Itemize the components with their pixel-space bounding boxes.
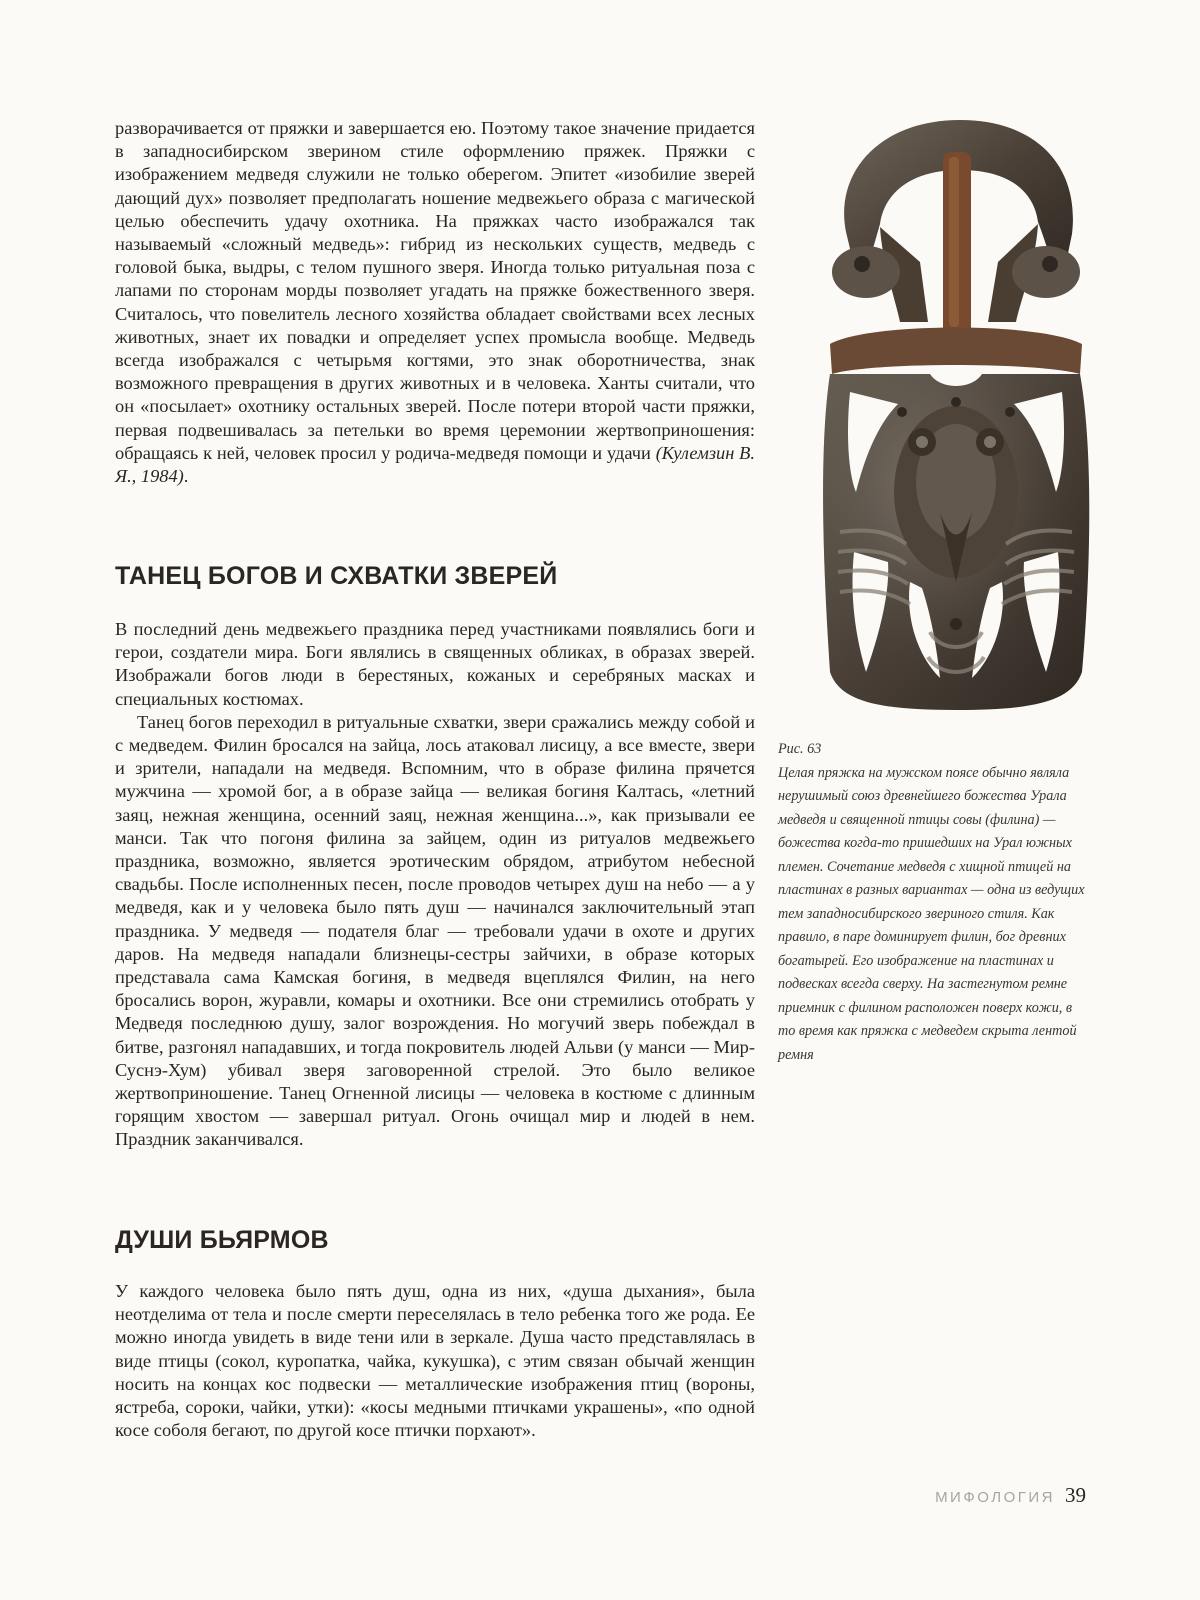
- figure-number: Рис. 63: [778, 741, 822, 757]
- buckle-photo: [810, 112, 1100, 714]
- section-souls-body: [115, 1280, 755, 1442]
- section-dance-body: [115, 618, 755, 1152]
- citation: (Кулемзин В. Я., 1984): [115, 442, 755, 487]
- section-dance-paragraph-2: Танец богов переходил в ритуальные схватки, звери сражались между собой и с медведем. Филин бросался на зайца, лось атаковал лисицу, а все вместе, звери и зрители, нападали на медведя. Вспомним, что в образе филина прячется мужчина — хромой бог, а в образе зайца — великая богиня Калтась, «летний заяц, нежная женщина, осенний заяц, нежная женщина...», как призывали ее манси. Так что погоня филина за зайцем, один из ритуалов медвежьего праздника, возможно, является эротическим обрядом, атрибутом небесной свадьбы. После исполненных песен, после проводов четырех душ на небо — а у медведя, как и у человека было пять душ — начинался заключительный этап праздника. У медведя — подателя благ — требовали удачи в охоте и других даров. На медведя нападали близнецы-сестры зайчихи, в образе которых представала сама Камская богиня, в медведя вцеплялся Филин, на него бросались ворон, журавли, комары и охотники. Все они стремились отобрать у Медведя последнюю душу, залог возрождения. Но могучий зверь побеждал в битве, разгонял нападавших, и тогда покровитель людей Альви (у манси — Мир-Суснэ-Хум) убивал зверя заговоренной стрелой. Это было великое жертвоприношение. Танец Огненной лисицы — человека в костюме с длинным горящим хвостом — завершал ритуал. Огонь очищал мир и людей в нем. Праздник заканчивался.: [115, 711, 755, 1150]
- intro-paragraph: разворачивается от пряжки и завершается ею. Поэтому такое значение придается в западносибирском зверином стиле оформлению пряжек. Пряжки с изображением медведя служили не только оберегом. Эпитет «изобилие зверей дающий дух» позволяет предполагать ношение медвежьего образа с магической целью обеспечить удачу охотника. На пряжках часто изображался так называемый «сложный медведь»: гибрид из нескольких существ, медведь с головой быка, выдры, с телом пушного зверя. Иногда только ритуальная поза с лапами по сторонам морды позволяет угадать на пряжке божественного зверя. Считалось, что повелитель лесного хозяйства обладает свойствами всех лесных животных, знает их повадки и определяет успех промысла вообще. Медведь всегда изображался с четырьмя когтями, это знак оборотничества, знак возможного превращения в других животных и в человека. Ханты считали, что он «посылает» охотнику остальных зверей. После потери второй части пряжки, первая подвешивалась за петельки во время церемонии жертвоприношения: обращаясь к ней, человек просил у родича-медведя помощи и удачи (Кулемзин В. Я., 1984).: [115, 118, 755, 487]
- page-number: 39: [1065, 1483, 1086, 1507]
- page-footer: [935, 1483, 1086, 1508]
- figure-caption-text: Целая пряжка на мужском поясе обычно являла нерушимый союз древнейшего божества Урала медведя и священной птицы совы (филина) — божества когда-то пришедших на Урал южных племен. Сочетание медведя с хищной птицей на пластинах в разных вариантах — одна из ведущих тем западносибирского звериного стиля. Как правило, в паре доминирует филин, бог древних богатырей. Его изображение на пластинах и подвесках всегда сверху. На застегнутом ремне приемник с филином расположен поверх кожи, в то время как пряжка с медведем скрыта лентой ремня: [778, 764, 1085, 1063]
- section-heading-dance: ТАНЕЦ БОГОВ И СХВАТКИ ЗВЕРЕЙ: [115, 562, 558, 590]
- section-dance-paragraph-1: В последний день медвежьего праздника перед участниками появлялись боги и герои, создатели мира. Боги являлись в священных обликах, в образах зверей. Изображали богов люди в берестяных, кожаных и серебряных масках и специальных костюмах.: [115, 619, 755, 709]
- section-souls-paragraph-1: У каждого человека было пять душ, одна из них, «душа дыхания», была неотделима от тела и после смерти переселялась в тело ребенка того же рода. Ее можно иногда увидеть в виде тени или в зеркале. Душа часто представлялась в виде птицы (сокол, куропатка, чайка, кукушка), с этим связан обычай женщин носить на концах кос подвески — металлические изображения птиц (вороны, ястреба, сороки, чайки, утки): «косы медными птичками украшены», «по одной косе соболя бегают, по другой косе птички порхают».: [115, 1281, 755, 1441]
- intro-block: [115, 117, 755, 488]
- section-heading-souls: ДУШИ БЬЯРМОВ: [115, 1226, 329, 1254]
- figure-caption: [778, 738, 1088, 1067]
- running-footer-section: МИФОЛОГИЯ: [935, 1489, 1055, 1506]
- bronze-buckle-image: [810, 112, 1100, 714]
